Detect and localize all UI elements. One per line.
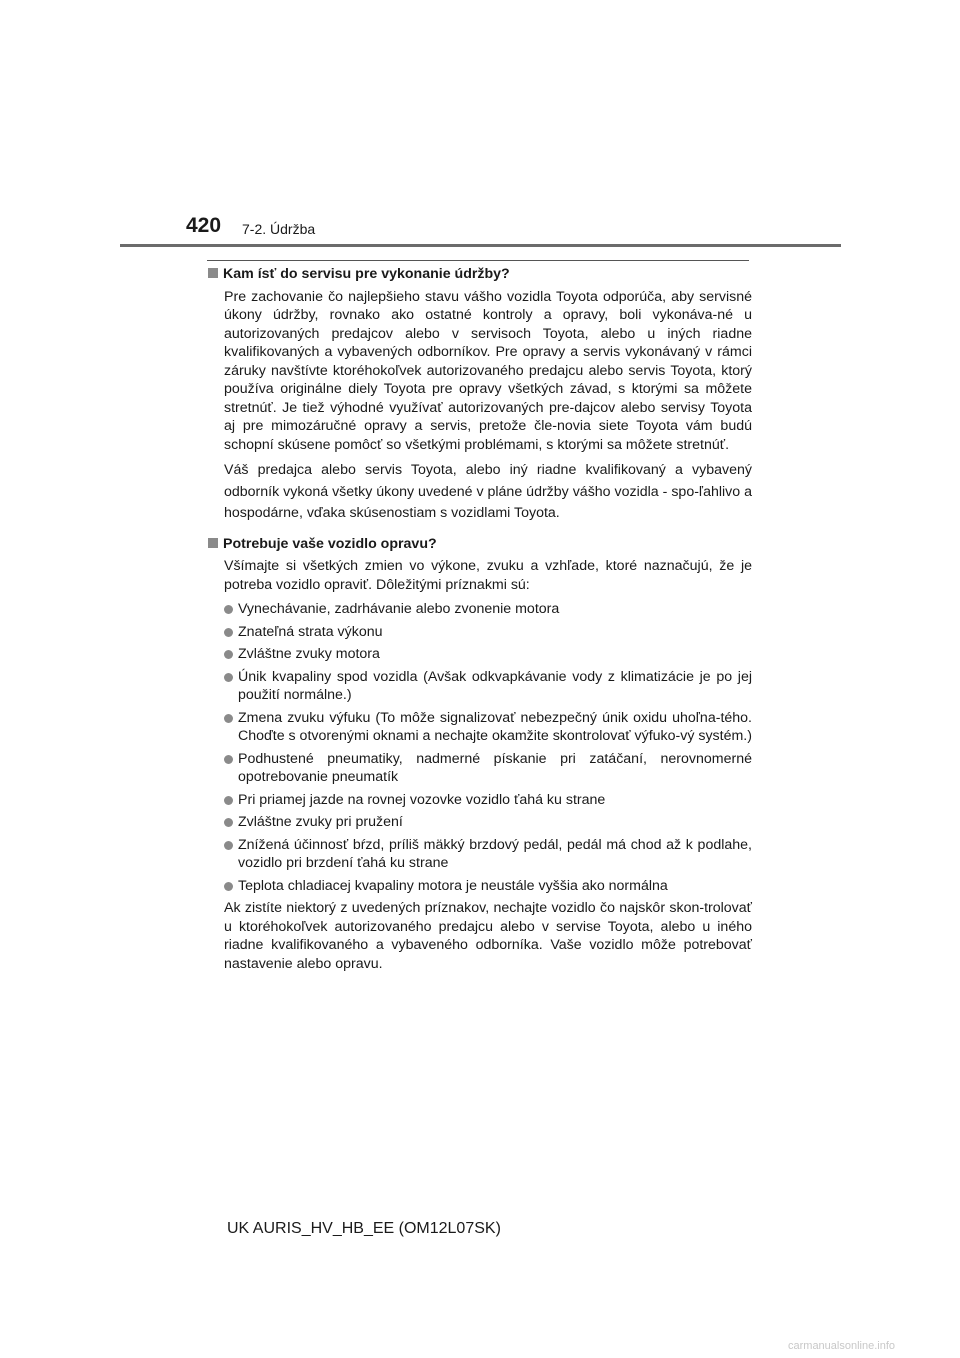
list-item	[224, 836, 752, 873]
circle-bullet-icon	[224, 796, 233, 805]
chapter-title: 7-2. Údržba	[242, 221, 316, 237]
section-repair-needed	[208, 535, 752, 974]
paragraph-closing: Ak zistíte niektorý z uvedených príznakov, nechajte vozidlo čo najskôr skon-trolovať u ktoréhokoľvek autorizovaného predajcu alebo v servise Toyota, alebo u iného riadne kvalifikovaného a vybaveného odborníka. Vaše vozidlo môže potrebovať nastavenie alebo opravu.	[224, 900, 752, 972]
page-header	[0, 0, 960, 250]
list-item	[224, 645, 752, 664]
circle-bullet-icon	[224, 673, 233, 682]
paragraph: Váš predajca alebo servis Toyota, alebo iný riadne kvalifikovaný a vybavený odborník vykoná všetky úkony uvedené v pláne údržby vášho vozidla - spo-ľahlivo a hospodárne, vďaka skúsenostiam s vozidlami Toyota.	[224, 462, 752, 521]
paragraph: Pre zachovanie čo najlepšieho stavu vášho vozidla Toyota odporúča, aby servisné úkony údržby, rovnako ako ostatné kontroly a opravy, boli vykonáva-né u autorizovaných predajcov alebo v servisoch Toyota, alebo u iných riadne kvalifikovaných a vybavených odborníkov. Pre opravy a servis vykonávaný v rámci záruky navštívte ktoréhokoľvek autorizovaného predajcu alebo servis Toyota, ktorý používa originálne diely Toyota pre opravy všetkých závad, s ktorými sa môžete stretnúť. Je tiež výhodné využívať autorizovaných pre-dajcov alebo servisy Toyota aj pre mimozáručné opravy a servis, pretože čle-novia siete Toyota vám budú schopní skúsene pomôcť so všetkými problémami, s ktorými sa môžete stretnúť.	[224, 288, 752, 453]
circle-bullet-icon	[224, 882, 233, 891]
section-service-location	[208, 265, 752, 525]
list-item	[224, 791, 752, 810]
list-item-text: Pri priamej jazde na rovnej vozovke vozidlo ťahá ku strane	[238, 791, 606, 808]
section-heading	[208, 265, 752, 284]
list-item-text: Znateľná strata výkonu	[238, 623, 383, 640]
paragraph-intro: Všímajte si všetkých zmien vo výkone, zvuku a vzhľade, ktoré naznačujú, že je potreba vozidlo opraviť. Dôležitými príznakmi sú:	[224, 558, 752, 593]
circle-bullet-icon	[224, 650, 233, 659]
square-bullet-icon	[208, 538, 218, 548]
circle-bullet-icon	[224, 841, 233, 850]
circle-bullet-icon	[224, 755, 233, 764]
page-number: 420	[186, 214, 222, 237]
footer-model-code: UK AURIS_HV_HB_EE (OM12L07SK)	[227, 1220, 501, 1237]
list-item	[224, 750, 752, 787]
list-item-text: Podhustené pneumatiky, nadmerné pískanie pri zatáčaní, nerovnomerné opotrebovanie pneumatík	[238, 750, 752, 785]
list-item-text: Zvláštne zvuky pri pružení	[238, 814, 403, 830]
content-rule	[207, 260, 749, 261]
list-item-text: Zmena zvuku výfuku (To môže signalizovať nebezpečný únik oxidu uhoľna-tého. Choďte s otvorenými oknami a nechajte okamžite skontrolovať výfuko-vý systém.)	[238, 709, 752, 744]
list-item-text: Zvláštne zvuky motora	[238, 646, 380, 662]
circle-bullet-icon	[224, 714, 233, 723]
section-heading	[208, 535, 752, 554]
list-item	[224, 600, 752, 619]
page-content	[208, 265, 752, 979]
list-item-text: Znížená účinnosť bŕzd, príliš mäkký brzdový pedál, pedál má chod až k podlahe, vozidlo pri brzdení ťahá ku strane	[238, 836, 752, 871]
circle-bullet-icon	[224, 605, 233, 614]
header-rule	[120, 244, 841, 247]
section-heading-text: Kam ísť do servisu pre vykonanie údržby?	[223, 266, 510, 282]
list-item	[224, 877, 752, 896]
list-item-text: Vynechávanie, zadrhávanie alebo zvonenie motora	[238, 601, 560, 617]
list-item	[224, 668, 752, 705]
circle-bullet-icon	[224, 818, 233, 827]
list-item	[224, 709, 752, 746]
list-item	[224, 813, 752, 832]
circle-bullet-icon	[224, 628, 233, 637]
square-bullet-icon	[208, 268, 218, 278]
list-item-text: Únik kvapaliny spod vozidla (Avšak odkvapkávanie vody z klimatizácie je po jej použití normálne.)	[238, 668, 752, 703]
list-item-text: Teplota chladiacej kvapaliny motora je neustále vyššia ako normálna	[238, 877, 668, 894]
watermark: carmanualsonline.info	[788, 1340, 896, 1352]
section-heading-text: Potrebuje vaše vozidlo opravu?	[223, 535, 437, 552]
list-item	[224, 623, 752, 642]
